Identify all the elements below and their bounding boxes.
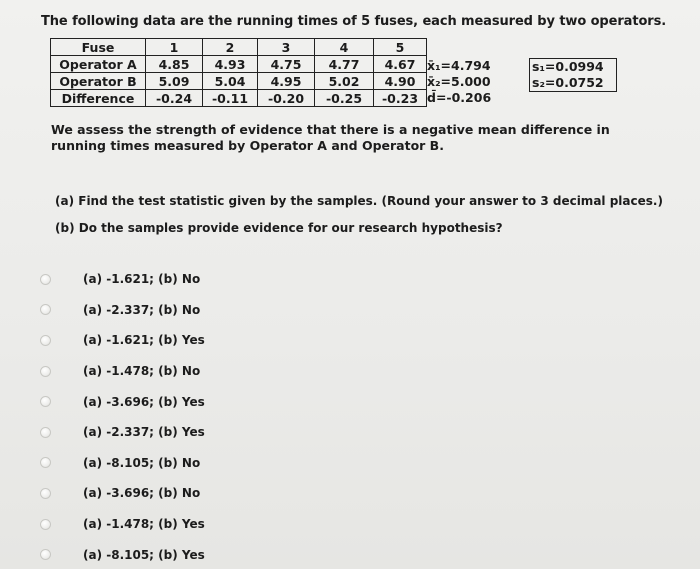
xbar2-value: x̄₂=5.000 (427, 74, 491, 89)
radio-button[interactable] (40, 396, 51, 407)
radio-button[interactable] (40, 366, 51, 377)
s1-value: s₁=0.0994 (532, 59, 604, 74)
table-row (51, 73, 427, 90)
answer-option[interactable] (40, 356, 205, 387)
data-table (50, 38, 427, 107)
question-b: (b) Do the samples provide evidence for our research hypothesis? (55, 221, 503, 235)
table-cell: -0.25 (315, 90, 374, 107)
option-label: (a) -8.105; (b) Yes (83, 547, 205, 562)
option-label: (a) -2.337; (b) Yes (83, 425, 205, 440)
option-label: (a) -1.621; (b) No (83, 272, 201, 287)
radio-button[interactable] (40, 457, 51, 468)
intro-text: The following data are the running times of 5 fuses, each measured by two operators. (41, 14, 667, 29)
hypothesis-note: We assess the strength of evidence that there is a negative mean difference in running times measured by Operator A and Operator B. (51, 122, 610, 153)
table-row (51, 56, 427, 73)
sample-sds (529, 58, 617, 92)
option-label: (a) -8.105; (b) No (83, 455, 201, 470)
header-cell: 1 (146, 39, 203, 56)
table-cell: -0.20 (258, 90, 315, 107)
answer-option[interactable] (40, 325, 205, 356)
table-cell: -0.11 (203, 90, 258, 107)
table-cell: 4.93 (203, 56, 258, 73)
answer-option[interactable] (40, 264, 205, 295)
question-a: (a) Find the test statistic given by the samples. (Round your answer to 3 decimal places.) (55, 194, 663, 208)
xbar1-value: x̄₁=4.794 (427, 58, 491, 73)
option-label: (a) -1.621; (b) Yes (83, 333, 205, 348)
answer-option[interactable] (40, 448, 205, 479)
option-label: (a) -3.696; (b) Yes (83, 394, 205, 409)
header-cell: 5 (374, 39, 427, 56)
table-cell: 4.95 (258, 73, 315, 90)
row-label: Operator A (51, 56, 146, 73)
table-cell: 5.02 (315, 73, 374, 90)
table-cell: -0.24 (146, 90, 203, 107)
option-label: (a) -2.337; (b) No (83, 302, 201, 317)
sample-means (427, 58, 491, 106)
option-label: (a) -1.478; (b) Yes (83, 517, 205, 532)
table-cell: -0.23 (374, 90, 427, 107)
answer-option[interactable] (40, 386, 205, 417)
header-cell: 3 (258, 39, 315, 56)
header-cell: Fuse (51, 39, 146, 56)
table-cell: 4.85 (146, 56, 203, 73)
option-label: (a) -1.478; (b) No (83, 364, 201, 379)
header-cell: 4 (315, 39, 374, 56)
row-label: Difference (51, 90, 146, 107)
radio-button[interactable] (40, 427, 51, 438)
header-cell: 2 (203, 39, 258, 56)
radio-button[interactable] (40, 519, 51, 530)
answer-options (40, 264, 205, 569)
radio-button[interactable] (40, 549, 51, 560)
radio-button[interactable] (40, 304, 51, 315)
table-cell: 4.77 (315, 56, 374, 73)
table-row (51, 90, 427, 107)
s2-value: s₂=0.0752 (532, 75, 604, 90)
table-cell: 4.67 (374, 56, 427, 73)
table-cell: 4.90 (374, 73, 427, 90)
answer-option[interactable] (40, 509, 205, 540)
answer-option[interactable] (40, 539, 205, 569)
radio-button[interactable] (40, 488, 51, 499)
table-cell: 4.75 (258, 56, 315, 73)
row-label: Operator B (51, 73, 146, 90)
option-label: (a) -3.696; (b) No (83, 486, 201, 501)
table-header-row (51, 39, 427, 56)
dbar-value: d̄=-0.206 (427, 90, 492, 105)
radio-button[interactable] (40, 274, 51, 285)
table-cell: 5.09 (146, 73, 203, 90)
answer-option[interactable] (40, 478, 205, 509)
answer-option[interactable] (40, 295, 205, 326)
answer-option[interactable] (40, 417, 205, 448)
table-cell: 5.04 (203, 73, 258, 90)
radio-button[interactable] (40, 335, 51, 346)
